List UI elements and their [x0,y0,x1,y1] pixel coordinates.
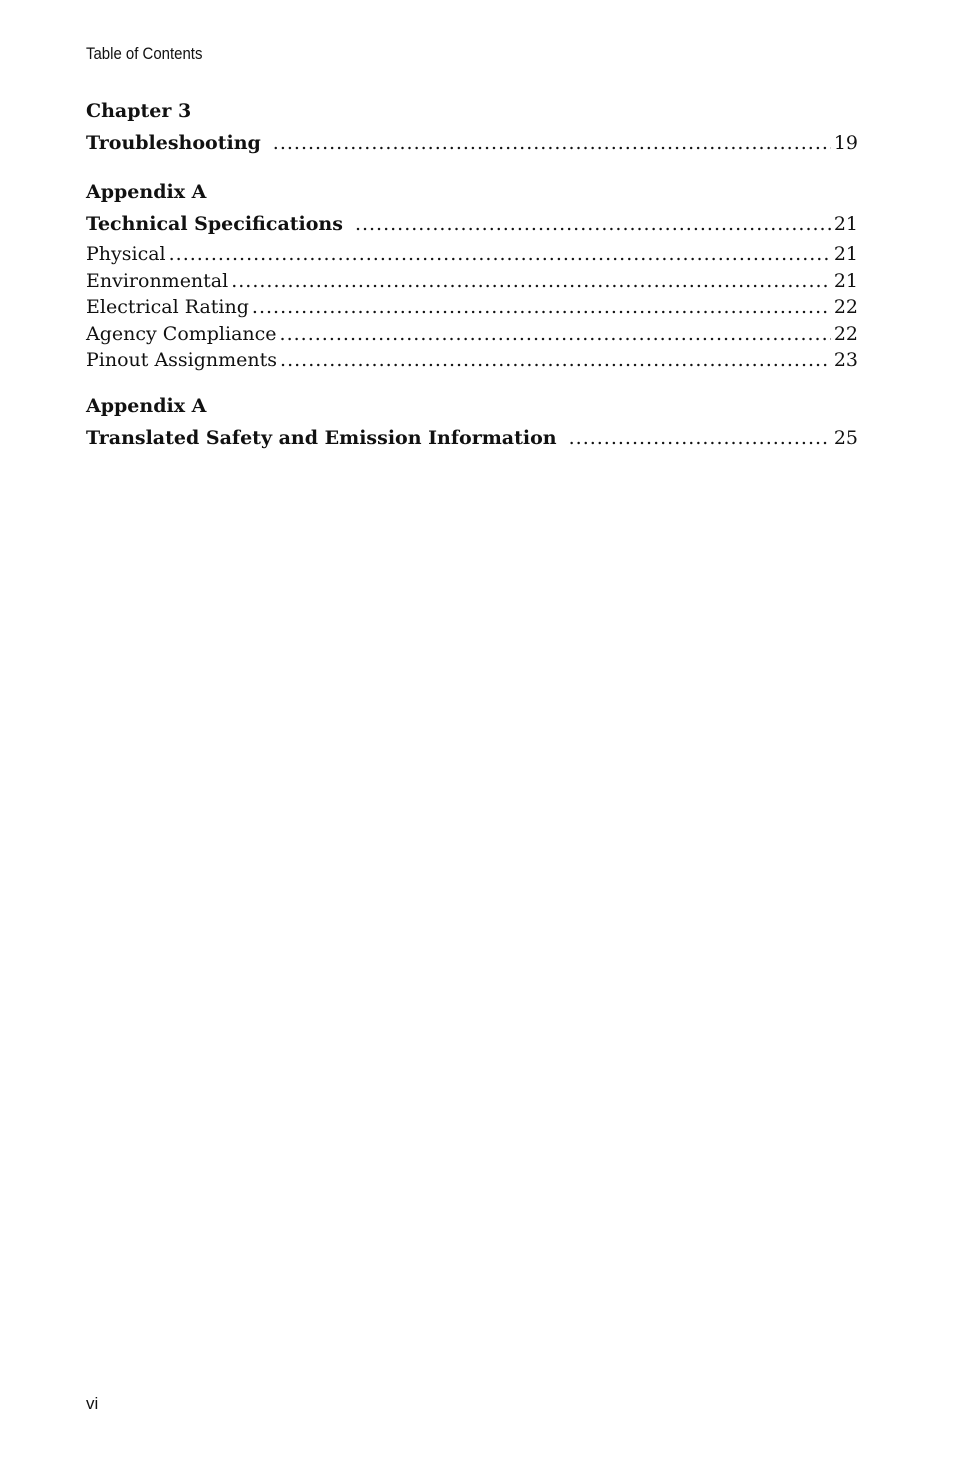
running-header: Table of Contents [86,44,203,63]
dot-leader [280,347,831,374]
table-of-contents [86,96,858,455]
entry-title: Electrical Rating [86,296,249,318]
entry-title: Technical Specifications [86,213,343,235]
page-number: vi [86,1394,99,1413]
dot-leader [252,294,831,321]
entry-page-number: 25 [833,426,858,449]
entry-title: Troubleshooting [86,132,261,154]
toc-entry-technical-specifications[interactable] [86,207,858,241]
toc-entry-translated-safety[interactable] [86,421,858,455]
dot-leader [273,126,831,160]
toc-section-appendix-a-safety [86,391,858,455]
entry-page-number: 21 [833,213,858,235]
entry-page-number: 19 [833,132,858,154]
entry-page-number: 21 [833,243,858,265]
entry-title: Environmental [86,269,229,292]
dot-leader [355,207,831,241]
dot-leader [231,268,831,295]
toc-section-chapter-3 [86,96,858,160]
dot-leader [569,421,831,455]
entry-title: Physical [86,243,166,265]
section-label: Appendix A [86,181,207,203]
entry-title: Pinout Assignments [86,349,278,371]
toc-entry-physical[interactable] [86,241,858,268]
toc-entry-agency-compliance[interactable] [86,321,858,348]
toc-section-appendix-a-specs [86,177,858,374]
toc-entry-pinout-assignments[interactable] [86,347,858,374]
section-label: Appendix A [86,394,207,417]
toc-entry-environmental[interactable] [86,268,858,295]
entry-page-number: 23 [833,349,858,371]
dot-leader [169,241,831,268]
dot-leader [280,321,831,348]
section-label: Chapter 3 [86,100,192,122]
entry-title: Agency Compliance [86,322,277,345]
entry-page-number: 22 [833,322,858,345]
toc-entry-troubleshooting[interactable] [86,126,858,160]
toc-entry-electrical-rating[interactable] [86,294,858,321]
entry-page-number: 21 [833,269,858,292]
entry-title: Translated Safety and Emission Information [86,426,557,449]
entry-page-number: 22 [833,296,858,318]
